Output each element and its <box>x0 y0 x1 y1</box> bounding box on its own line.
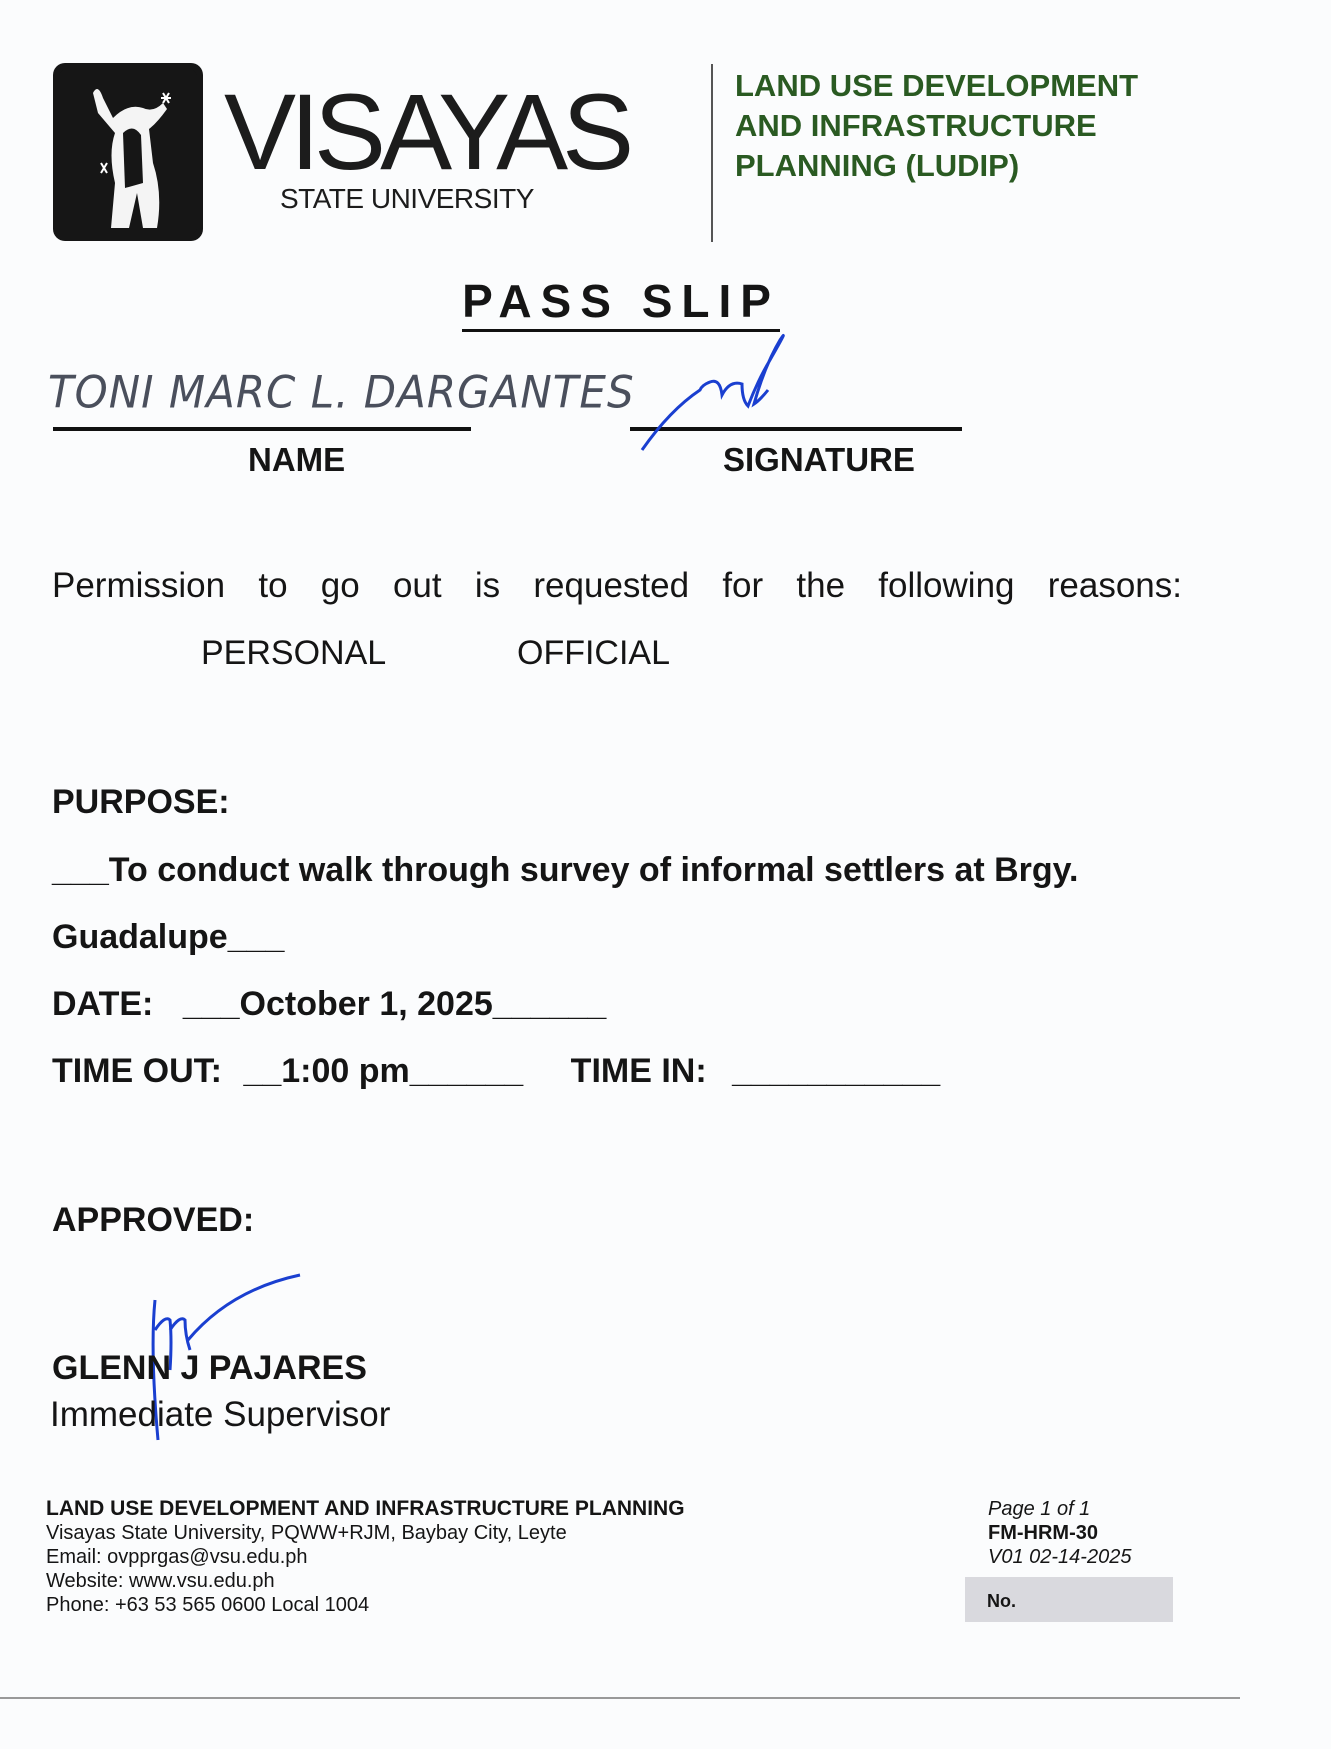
form-version: V01 02-14-2025 <box>988 1546 1132 1568</box>
option-official[interactable]: OFFICIAL <box>517 634 671 672</box>
page-title <box>0 274 1242 328</box>
office-line: LAND USE DEVELOPMENT <box>735 68 1139 103</box>
footer-office: LAND USE DEVELOPMENT AND INFRASTRUCTURE PLANNING <box>46 1497 685 1520</box>
name-line <box>53 427 471 431</box>
form-info <box>988 1497 1131 1569</box>
logo-wordmark: VISAYAS <box>224 71 629 192</box>
purpose-label: PURPOSE: <box>52 783 230 821</box>
purpose-line-1: ___To conduct walk through survey of informal settlers at Brgy. <box>52 851 1079 889</box>
time-out-label: TIME OUT: <box>52 1052 222 1090</box>
approver-name: GLENN J PAJARES <box>52 1349 367 1387</box>
form-code: FM-HRM-30 <box>988 1522 1098 1544</box>
time-in-value: ___________ <box>732 1052 941 1090</box>
signature-mark <box>630 320 870 460</box>
university-logo <box>53 63 203 241</box>
date-value: ___October 1, 2025______ <box>182 985 607 1023</box>
time-in-label: TIME IN: <box>570 1052 707 1090</box>
name-value: TONI MARC L. DARGANTES <box>48 366 635 419</box>
name-label: NAME <box>248 441 346 478</box>
office-name <box>735 66 1138 186</box>
torch-figure-icon <box>53 63 203 241</box>
title-text: PASS SLIP <box>462 275 780 332</box>
approved-label: APPROVED: <box>52 1201 255 1239</box>
office-line: PLANNING (LUDIP) <box>735 148 1020 183</box>
signature-label: SIGNATURE <box>723 441 915 478</box>
date-row <box>52 985 606 1024</box>
option-personal[interactable]: PERSONAL <box>201 634 387 672</box>
header-divider <box>711 64 713 242</box>
footer-website: Website: www.vsu.edu.ph <box>46 1570 275 1592</box>
number-label: No. <box>987 1591 1016 1611</box>
footer-email: Email: ovpprgas@vsu.edu.ph <box>46 1546 308 1568</box>
time-out-value: __1:00 pm______ <box>243 1052 524 1090</box>
permission-text: Permission to go out is requested for the following reasons: <box>52 566 1182 605</box>
logo-subtitle: STATE UNIVERSITY <box>280 183 534 214</box>
bottom-rule <box>0 1697 1240 1699</box>
page-number: Page 1 of 1 <box>988 1498 1091 1520</box>
purpose-line-2: Guadalupe___ <box>52 918 285 956</box>
footer-address: Visayas State University, PQWW+RJM, Baybay City, Leyte <box>46 1522 567 1544</box>
office-line: AND INFRASTRUCTURE <box>735 108 1097 143</box>
number-box <box>965 1577 1173 1622</box>
approver-title: Immediate Supervisor <box>50 1395 391 1434</box>
footer-contact <box>46 1497 685 1617</box>
footer-phone: Phone: +63 53 565 0600 Local 1004 <box>46 1594 370 1616</box>
date-label: DATE: <box>52 985 154 1023</box>
time-row <box>52 1052 940 1091</box>
